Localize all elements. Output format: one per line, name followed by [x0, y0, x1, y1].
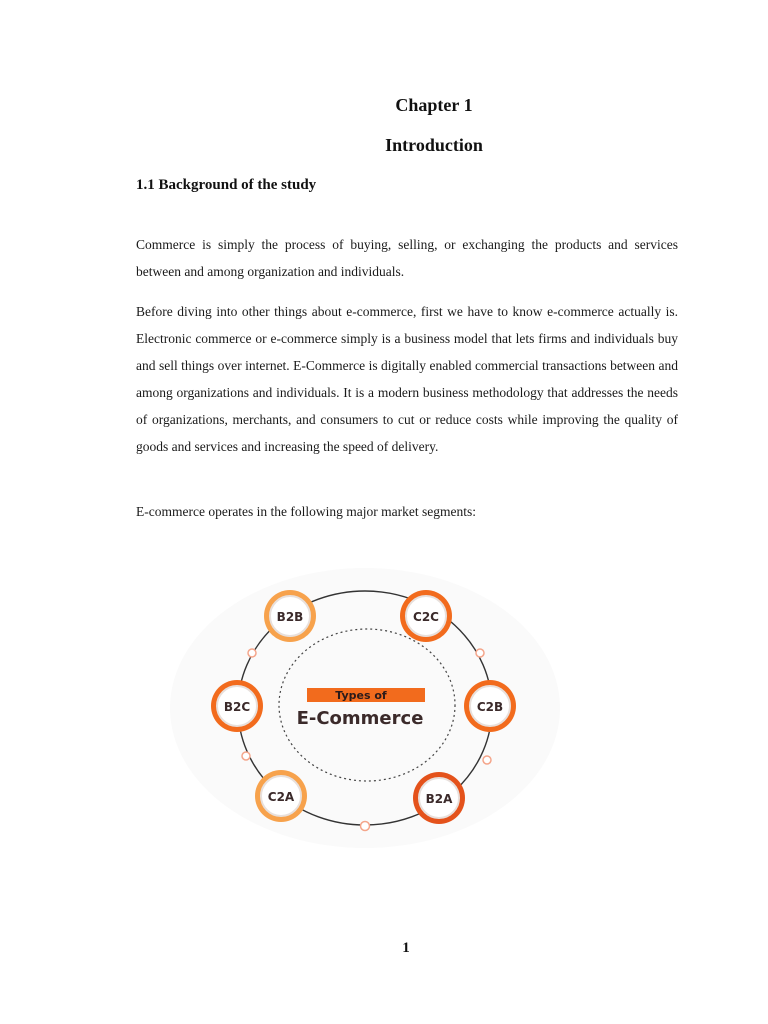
node-label-b2c: B2C	[223, 700, 251, 714]
page-number: 1	[402, 940, 410, 956]
chapter-label: Chapter 1	[395, 95, 473, 115]
node-c2b	[464, 680, 516, 732]
center-banner-text: Types of	[335, 689, 387, 702]
paragraph-market-segments: E-commerce operates in the following major market segments:	[136, 504, 477, 519]
node-c2c	[400, 590, 452, 642]
ecommerce-types-svg	[160, 560, 560, 855]
node-b2a	[413, 772, 465, 824]
node-b2b	[264, 590, 316, 642]
paragraph-ecommerce-definition: Before diving into other things about e-commerce, first we have to know e-commerce actually is. Electronic commerce or e-commerce simply is a business model that lets firms and individuals buy and sell things over internet. E-Commerce is digitally enabled commercial transactions between and among organizations and individuals. It is a modern business methodology that addresses the needs of organizations, merchants, and consumers to cut or reduce costs while improving the quality of goods and services and increasing the speed of delivery.	[136, 304, 678, 454]
node-label-c2a: C2A	[267, 790, 295, 804]
node-b2c	[211, 680, 263, 732]
node-c2a	[255, 770, 307, 822]
center-title: E-Commerce	[296, 708, 424, 729]
connector-dot	[483, 756, 491, 764]
section-heading: 1.1 Background of the study	[136, 177, 317, 193]
connector-dot	[242, 752, 250, 760]
ecommerce-types-diagram	[160, 560, 560, 855]
chapter-title: Introduction	[385, 135, 483, 155]
node-label-c2c: C2C	[413, 610, 439, 624]
connector-dot	[248, 649, 256, 657]
node-label-b2b: B2B	[276, 610, 304, 624]
connector-dot	[361, 822, 370, 831]
connector-dot	[476, 649, 484, 657]
node-label-c2b: C2B	[476, 700, 504, 714]
paragraph-commerce-definition: Commerce is simply the process of buying, selling, or exchanging the products and services between and among organization and individuals.	[136, 237, 678, 279]
node-label-b2a: B2A	[425, 792, 453, 806]
